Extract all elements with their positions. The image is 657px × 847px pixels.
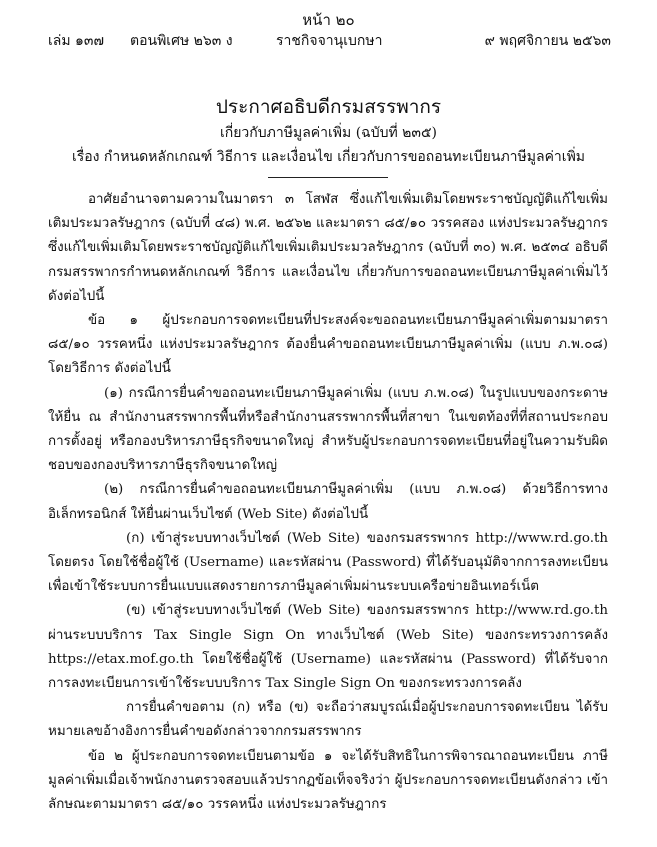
clause-1-item-2: (๒) กรณีการยื่นคำขอถอนทะเบียนภาษีมูลค่าเพิ่ม (แบบ ภ.พ.๐๘) ด้วยวิธีการทางอิเล็กทรอนิกส์ ให้ยื่นผ่านเว็บไซต์ (Web Site) ดังต่อไปนี้ [48,482,608,522]
clause-2-paragraph: ข้อ ๒ ผู้ประกอบการจดทะเบียนตามข้อ ๑ จะได้รับสิทธิในการพิจารณาถอนทะเบียน ภาษีมูลค่าเพิ่มเมื่อเจ้าพนักงานตรวจสอบแล้วปรากฏข้อเท็จจริงว่า ผู้ประกอบการจดทะเบียนดังกล่าว เข้าลักษณะตามมาตรา ๘๕/๑๐ วรรคหนึ่ง แห่งประมวลรัษฎากร [48,748,608,813]
clause-1-item-1: (๑) กรณีการยื่นคำขอถอนทะเบียนภาษีมูลค่าเพิ่ม (แบบ ภ.พ.๐๘) ในรูปแบบของกระดาษ ให้ยื่น ณ สำนักงานสรรพากรพื้นที่หรือสำนักงานสรรพากรพื้นที่สาขา ในเขตท้องที่ที่สถานประกอบการตั้งอยู่ หรือกองบริหารภาษีธุรกิจขนาดใหญ่ สำหรับผู้ประกอบการจดทะเบียนที่อยู่ในความรับผิดชอบของกองบริหารภาษีธุรกิจขนาดใหญ่ [48,385,608,474]
clause-1-paragraph: ข้อ ๑ ผู้ประกอบการจดทะเบียนที่ประสงค์จะขอถอนทะเบียนภาษีมูลค่าเพิ่มตามมาตรา ๘๕/๑๐ วรรคหนึ่ง แห่งประมวลรัษฎากร ต้องยื่นคำขอถอนทะเบียนภาษีมูลค่าเพิ่ม (แบบ ภ.พ.๐๘) โดยวิธีการ ดังต่อไปนี้ [48,313,608,377]
publication-date: ๙ พฤศจิกายน ๒๕๖๓ [484,33,611,49]
announcement-subject: เรื่อง กำหนดหลักเกณฑ์ วิธีการ และเงื่อนไข เกี่ยวกับการขอถอนทะเบียนภาษีมูลค่าเพิ่ม [71,149,586,165]
gazette-header [48,30,611,52]
preamble-paragraph: อาศัยอำนาจตามความในมาตรา ๓ โสฬส ซึ่งแก้ไขเพิ่มเติมโดยพระราชบัญญัติแก้ไขเพิ่มเติมประมวลรัษฎากร (ฉบับที่ ๔๘) พ.ศ. ๒๕๖๒ และมาตรา ๘๕/๑๐ วรรคสอง แห่งประมวลรัษฎากร ซึ่งแก้ไขเพิ่มเติมโดยพระราชบัญญัติแก้ไขเพิ่มเติมประมวลรัษฎากร (ฉบับที่ ๓๐) พ.ศ. ๒๕๓๔ อธิบดีกรมสรรพากรกำหนดหลักเกณฑ์ วิธีการ และเงื่อนไข เกี่ยวกับการขอถอนทะเบียนภาษีมูลค่าเพิ่มไว้ ดังต่อไปนี้ [48,192,608,304]
announcement-title: ประกาศอธิบดีกรมสรรพากร [215,96,442,118]
announcement-body [48,188,608,817]
issue-number: ตอนพิเศษ ๒๖๓ ง [130,33,233,49]
volume-number: เล่ม ๑๓๗ [48,33,105,49]
announcement-subtitle: เกี่ยวกับภาษีมูลค่าเพิ่ม (ฉบับที่ ๒๓๕) [219,125,438,141]
page-number: หน้า ๒๐ [302,11,355,29]
title-divider [268,177,388,178]
submission-completion-note: การยื่นคำขอตาม (ก) หรือ (ข) จะถือว่าสมบูรณ์เมื่อผู้ประกอบการจดทะเบียน ได้รับหมายเลขอ้างอิงการยื่นคำขอดังกล่าวจากกรมสรรพากร [48,700,608,740]
clause-1-item-2-a: (ก) เข้าสู่ระบบทางเว็บไซต์ (Web Site) ของกรมสรรพากร http://www.rd.go.th โดยตรง โดยใช้ชื่อผู้ใช้ (Username) และรหัสผ่าน (Password) ที่ได้รับอนุมัติจากการลงทะเบียน เพื่อเข้าใช้ระบบการยื่นแบบแสดงรายการภาษีมูลค่าเพิ่มผ่านระบบเครือข่ายอินเทอร์เน็ต [48,530,608,595]
gazette-name: ราชกิจจานุเบกษา [276,33,383,49]
clause-1-item-2-b: (ข) เข้าสู่ระบบทางเว็บไซต์ (Web Site) ของกรมสรรพากร http://www.rd.go.th ผ่านระบบบริการ Tax Single Sign On ทางเว็บไซต์ (Web Site) ของกระทรวงการคลัง https://etax.mof.go.th โดยใช้ชื่อผู้ใช้ (Username) และรหัสผ่าน (Password) ที่ได้รับจากการลงทะเบียนการเข้าใช้ระบบบริการ Tax Single Sign On ของกระทรวงการคลัง [48,603,608,692]
